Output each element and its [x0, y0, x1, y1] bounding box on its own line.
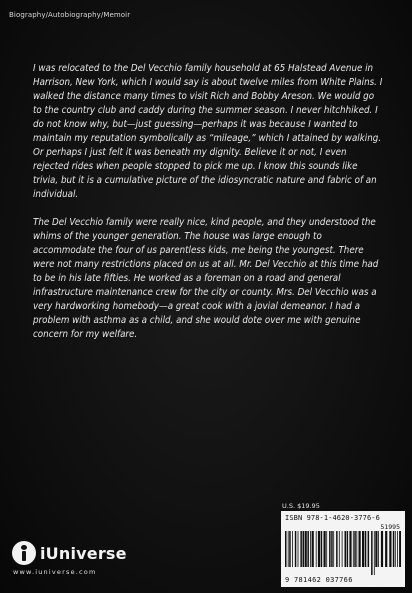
price-label: U.S. $19.95	[282, 502, 320, 510]
excerpt-paragraph-2: The Del Vecchio family were really nice, kind people, and they understood the whims of the younger generation. The house was large enough to accommodate the four of us parentless kids, me being the youngest. There were not many restrictions placed on us at all. Mr. Del Vecchio at this time had to be in his late fifties. He worked as a foreman on a road and general infrastructure maintenance crew for the city or county. Mrs. Del Vecchio was a very hardworking homebody—a great cook with a jovial demeanor. I had a problem with asthma as a child, and she would dote over me with genuine concern for my welfare.	[33, 217, 379, 340]
isbn-label: ISBN 978-1-4620-3776-6	[285, 514, 380, 522]
barcode-panel	[281, 511, 405, 587]
category-label: Biography/Autobiography/Memoir	[9, 11, 131, 19]
barcode-addon-number: 51995	[380, 523, 400, 531]
excerpt-paragraph-1: I was relocated to the Del Vecchio family household at 65 Halstead Avenue in Harrison, New York, which I would say is about twelve miles from White Plains. I walked the distance many times to visit Rich and Bobby Areson. We would go to the country club and caddy during the summer season. I never hitchhiked. I do not know why, but—just guessing—perhaps it was because I wanted to maintain my reputation symbolically as “mileage,” which I attained by walking. Or perhaps I just felt it was beneath my dignity. Believe it or not, I even rejected rides when people stopped to pick me up. I know this sounds like trivia, but it is a cumulative picture of the idiosyncratic nature and fabric of an individual.	[33, 63, 383, 200]
barcode-digits: 9 781462 037766	[285, 576, 353, 584]
publisher-url: www.iuniverse.com	[13, 568, 97, 576]
publisher-logo	[12, 541, 142, 583]
excerpt-text	[33, 62, 383, 356]
barcode-icon	[285, 531, 401, 575]
publisher-name: iUniverse	[40, 543, 127, 563]
iuniverse-logo-icon	[12, 541, 36, 565]
